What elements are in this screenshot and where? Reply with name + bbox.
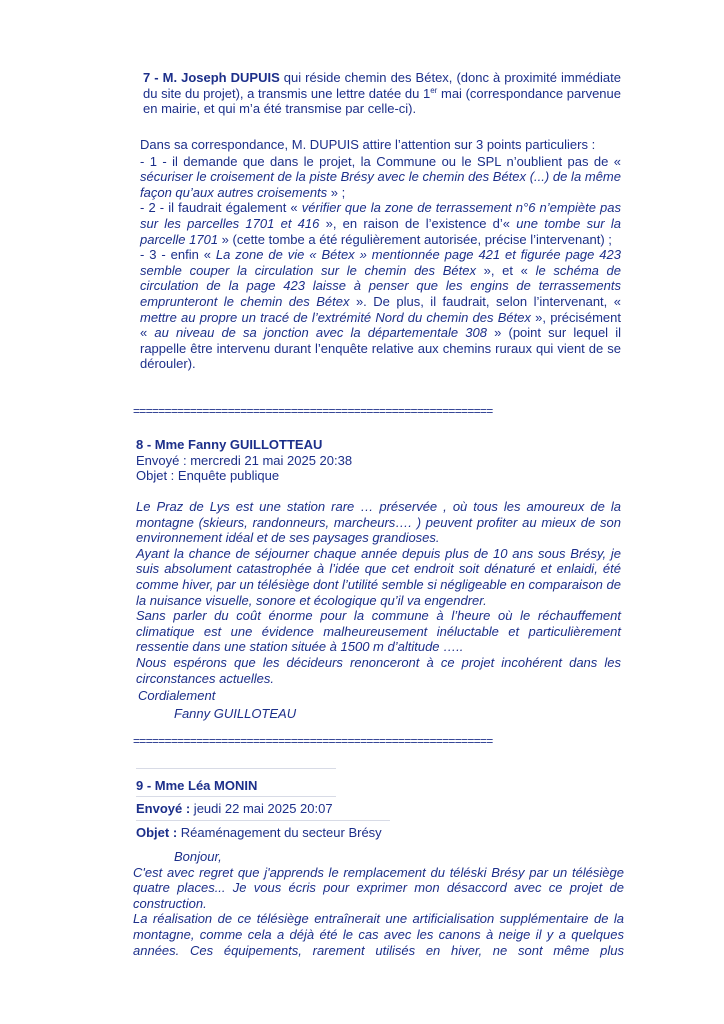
header-rule-top <box>136 768 336 769</box>
section-7-body <box>140 137 621 372</box>
section-8-signature: Fanny GUILLOTEAU <box>174 705 297 721</box>
section-8-title: 8 - Mme Fanny GUILLOTTEAU <box>136 437 323 452</box>
section-9-body <box>133 849 624 958</box>
section-8-header <box>136 437 436 484</box>
section-8-paragraph-2: Ayant la chance de séjourner chaque année depuis plus de 10 ans sous Brésy, je suis absolument catastrophée à l’idée que cet endroit soit dénaturé et enlaidi, été comme hiver, par un télésiège dont l’utilité semble si négligeable en comparaison de la nuisance visuelle, sonore et écologique qu’il va engendrer. <box>136 545 621 608</box>
section-9-subject: Objet : Réaménagement du secteur Brésy <box>136 825 382 840</box>
section-9-paragraph-1: C'est avec regret que j'apprends le remplacement du téléski Brésy par un télésiège quatre places... Je vous écris pour exprimer mon désaccord avec ce projet de construction. <box>133 864 624 911</box>
section-7-lead: Dans sa correspondance, M. DUPUIS attire l’attention sur 3 points particuliers : <box>140 137 596 152</box>
section-8-paragraph-1: Le Praz de Lys est une station rare … préservée , où tous les amoureux de la montagne (skieurs, randonneurs, marcheurs…. ) peuvent profiter au mieux de son environnement idéal et de ses paysages grandioses. <box>136 499 621 546</box>
section-8-paragraph-4: Nous espérons que les décideurs renonceront à ce projet incohérent dans les circonstances actuelles. <box>136 654 621 686</box>
section-7-point-3: - 3 - enfin « La zone de vie « Bétex » mentionnée page 421 et figurée page 423 semble couper la circulation sur le chemin des Bétex », et « le schéma de circulation de la page 423 laisse à penser que les engins de terrassements emprunteront le chemin des Bétex ». De plus, il faudrait, selon l’intervenant, « mettre au propre un tracé de l’extrémité Nord du chemin des Bétex », précisément « au niveau de sa jonction avec la départementale 308 » (point sur lequel il rappelle être intervenu durant l’enquête relative aux chemins ruraux qui vient de se dérouler). <box>140 247 622 372</box>
section-7-point-2: - 2 - il faudrait également « vérifier que la zone de terrassement n°6 n’empiète pas sur les parcelles 1701 et 416 », en raison de l’existence d’« une tombe sur la parcelle 1701 » (cette tombe a été régulièrement autorisée, précise l’intervenant) ; <box>140 200 621 247</box>
section-8-paragraph-3: Sans parler du coût énorme pour la commune à l’heure où le réchauffement climatique est une évidence malheureusement inéluctable et particulièrement ressentie dans une station située à 1500 m d’altitude ….. <box>136 608 621 655</box>
section-8-subject: Objet : Enquête publique <box>136 468 280 484</box>
section-8-sent: Envoyé : mercredi 21 mai 2025 20:38 <box>136 452 353 468</box>
separator-2: ========================================================= <box>133 734 493 748</box>
section-9-paragraph-2: La réalisation de ce télésiège entraînerait une artificialisation supplémentaire de la montagne, comme cela a déjà été le cas avec les canons à neige il y a quelques années. Ces équipements, rarement utilisés en hiver, ne sont même plus <box>133 911 624 958</box>
section-7-point-1: - 1 - il demande que dans le projet, la Commune ou le SPL n’oublient pas de « sécuriser le croisement de la piste Brésy avec le chemin des Bétex (...) de la même façon qu’aux autres croisements » ; <box>140 153 621 200</box>
section-9-sent: Envoyé : jeudi 22 mai 2025 20:07 <box>136 801 333 816</box>
separator-1: ========================================================= <box>133 404 493 418</box>
header-rule-1 <box>136 796 336 797</box>
section-7-intro: 7 - M. Joseph DUPUIS qui réside chemin des Bétex, (donc à proximité immédiate du site du projet), a transmis une lettre datée du 1er mai (correspondance parvenue en mairie, et qui m’a été transmise par celle-ci). <box>143 70 621 117</box>
section-8-closing: Cordialement <box>138 688 216 704</box>
section-7 <box>143 70 621 117</box>
section-8-body <box>136 499 621 721</box>
header-rule-2 <box>136 820 390 821</box>
section-9-title: 9 - Mme Léa MONIN <box>136 778 258 793</box>
section-7-name: 7 - M. Joseph DUPUIS <box>143 70 280 85</box>
section-9-greeting: Bonjour, <box>174 849 222 864</box>
